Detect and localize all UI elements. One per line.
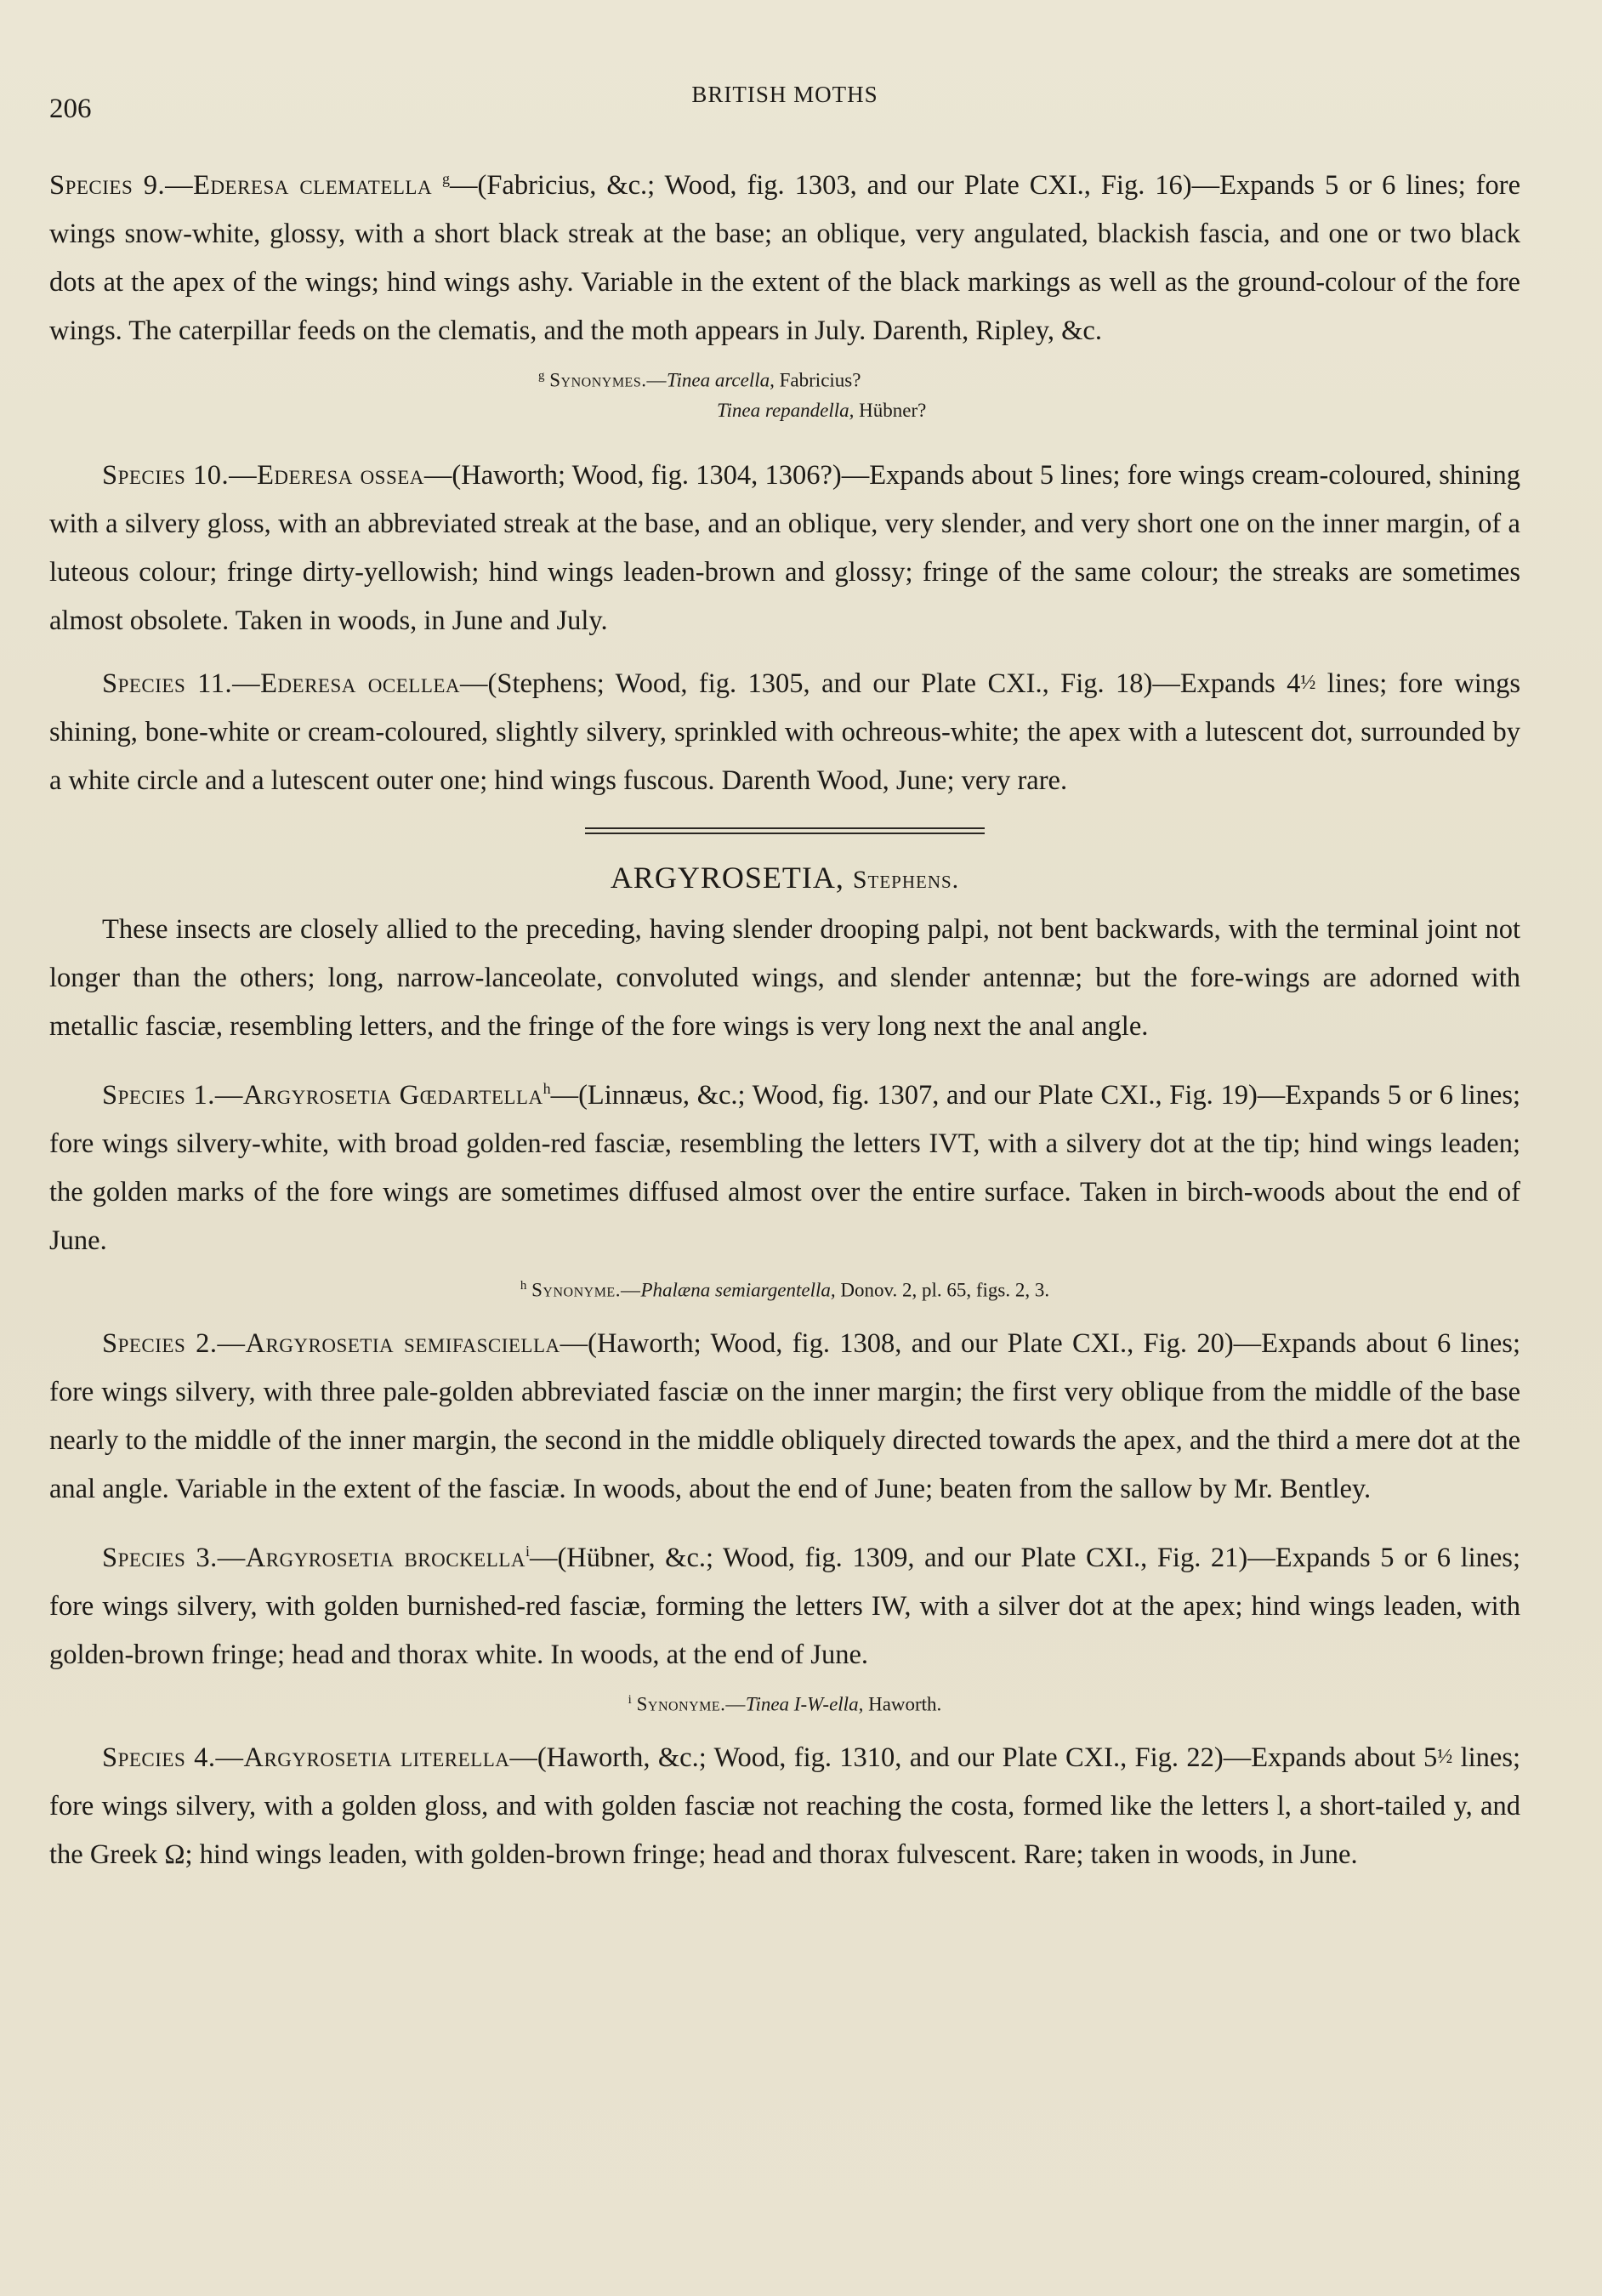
page-number: 206 xyxy=(49,94,92,124)
species-text: lines; fore wings silvery, with a golden gloss, and with golden fasciæ not reaching the costa, formed like the letters l, a short-tailed y, and the Greek Ω; hind wings leaden, with golden-brown fringe; head and thorax fulvescent. Rare; taken in woods, in June. xyxy=(49,1742,1520,1871)
species-entry xyxy=(49,1320,1520,1514)
species-label: Species 11.— xyxy=(102,668,261,700)
footnote-label: Synonymes.— xyxy=(549,369,667,391)
footnote-mark: i xyxy=(525,1542,530,1560)
footnote xyxy=(49,361,1520,427)
species-text: —(Haworth, &c.; Wood, fig. 1310, and our Plate CXI., Fig. 22)—Expands about 5 xyxy=(509,1742,1438,1774)
species-text: —(Stephens; Wood, fig. 1305, and our Plate CXI., Fig. 18)—Expands 4 xyxy=(460,668,1301,700)
genus-name: ARGYROSETIA, xyxy=(610,861,844,895)
footnote-mark: h xyxy=(543,1080,551,1098)
synonym-name: Tinea arcella, xyxy=(666,369,775,391)
footnote-mark: h xyxy=(520,1279,527,1293)
species-entry xyxy=(49,155,1520,355)
footnote-mark: g xyxy=(538,368,545,383)
species-text: lines; fore wings shining, bone-white or cream-coloured, slightly silvery, sprinkled with ochreous-white; the apex with a lutescent dot, surrounded by a white circle and a lutescent outer one; hind wings fuscous. Darenth Wood, June; very rare. xyxy=(49,668,1520,797)
species-entry xyxy=(49,1527,1520,1679)
species-name: Argyrosetia semifasciella xyxy=(245,1327,560,1359)
synonym-author: Fabricius? xyxy=(774,369,861,391)
footnote xyxy=(49,1270,1520,1306)
species-entry xyxy=(49,1733,1520,1879)
species-label: Species 4.— xyxy=(102,1742,244,1774)
synonym-name: Tinea I-W-ella, xyxy=(745,1693,864,1715)
species-text: —(Haworth; Wood, fig. 1308, and our Plate CXI., Fig. 20)—Expands about 6 lines; fore wings silvery, with three pale-golden abbreviated fasciæ on the inner margin; the first very oblique from the middle of the base nearly to the middle of the inner margin, the second in the middle obliquely directed towards the apex, and the third a mere dot at the anal angle. Variable in the extent of the fasciæ. In woods, about the end of June; beaten from the sallow by Mr. Bentley. xyxy=(49,1327,1520,1504)
running-head xyxy=(49,78,1520,129)
footnote-label: Synonyme.— xyxy=(636,1693,746,1715)
species-label: Species 2.— xyxy=(102,1327,246,1359)
species-name: Argyrosetia Gœdartella xyxy=(242,1080,543,1111)
species-name: Argyrosetia brockella xyxy=(245,1542,525,1573)
species-name: Ederesa ossea xyxy=(257,460,424,492)
synonym-author: Donov. 2, pl. 65, figs. 2, 3. xyxy=(835,1279,1050,1301)
running-title: BRITISH MOTHS xyxy=(691,82,878,107)
species-name: Ederesa ocellea xyxy=(260,668,461,700)
species-entry xyxy=(49,452,1520,645)
species-name: Ederesa clematella xyxy=(193,169,433,201)
footnote-label: Synonyme.— xyxy=(531,1279,641,1301)
species-label: Species 1.— xyxy=(102,1080,243,1111)
species-text: —(Linnæus, &c.; Wood, fig. 1307, and our Plate CXI., Fig. 19)—Expands 5 or 6 lines; fore wings silvery-white, with broad golden-red fasciæ, resembling the letters IVT, with a silvery dot at the tip; hind wings leaden; the golden marks of the fore wings are sometimes diffused almost over the entire surface. Taken in birch-woods about the end of June. xyxy=(49,1080,1520,1257)
section-rule xyxy=(585,827,985,834)
synonym-author: Haworth. xyxy=(863,1693,942,1715)
fraction: ½ xyxy=(1300,672,1316,695)
species-text: —(Hübner, &c.; Wood, fig. 1309, and our Plate CXI., Fig. 21)—Expands 5 or 6 lines; fore wings silvery, with golden burnished-red fasciæ, forming the letters IW, with a silver dot at the apex; hind wings leaden, with golden-brown fringe; head and thorax white. In woods, at the end of June. xyxy=(49,1542,1520,1670)
fraction: ½ xyxy=(1437,1746,1453,1769)
species-entry xyxy=(49,659,1520,805)
species-label: Species 3.— xyxy=(102,1542,246,1573)
synonym-author: Hübner? xyxy=(854,400,927,422)
footnote-mark: g xyxy=(442,170,451,187)
synonym-name: Tinea repandella, xyxy=(717,400,855,422)
genus-intro: These insects are closely allied to the preceding, having slender drooping palpi, not bent backwards, with the terminal joint not longer than the others; long, narrow-lanceolate, convoluted wings, and slender antennæ; but the fore-wings are adorned with metallic fasciæ, resembling letters, and the fringe of the fore wings is very long next the anal angle. xyxy=(49,914,1520,1043)
footnote xyxy=(49,1685,1520,1720)
species-name: Argyrosetia literella xyxy=(243,1742,510,1774)
synonym-name: Phalæna semiargentella, xyxy=(640,1279,836,1301)
species-text: —(Fabricius, &c.; Wood, fig. 1303, and our Plate CXI., Fig. 16)—Expands 5 or 6 lines; fore wings snow-white, glossy, with a short black streak at the base; an oblique, very angulated, blackish fascia, and one or two black dots at the apex of the wings; hind wings ashy. Variable in the extent of the black markings as well as the ground-colour of the fore wings. The caterpillar feeds on the clematis, and the moth appears in July. Darenth, Ripley, &c. xyxy=(49,169,1520,346)
species-label: Species 9.— xyxy=(49,169,194,201)
footnote-mark: i xyxy=(628,1692,632,1707)
species-text: —(Haworth; Wood, fig. 1304, 1306?)—Expands about 5 lines; fore wings cream-coloured, shining with a silvery gloss, with an abbreviated streak at the base, and an oblique, very slender, and very short one on the inner margin, of a luteous colour; fringe dirty-yellowish; hind wings leaden-brown and glossy; fringe of the same colour; the streaks are sometimes almost obsolete. Taken in woods, in June and July. xyxy=(49,460,1520,637)
genus-author: Stephens. xyxy=(852,866,960,895)
genus-heading xyxy=(49,860,1520,895)
species-label: Species 10.— xyxy=(102,460,258,492)
species-entry xyxy=(49,1065,1520,1265)
